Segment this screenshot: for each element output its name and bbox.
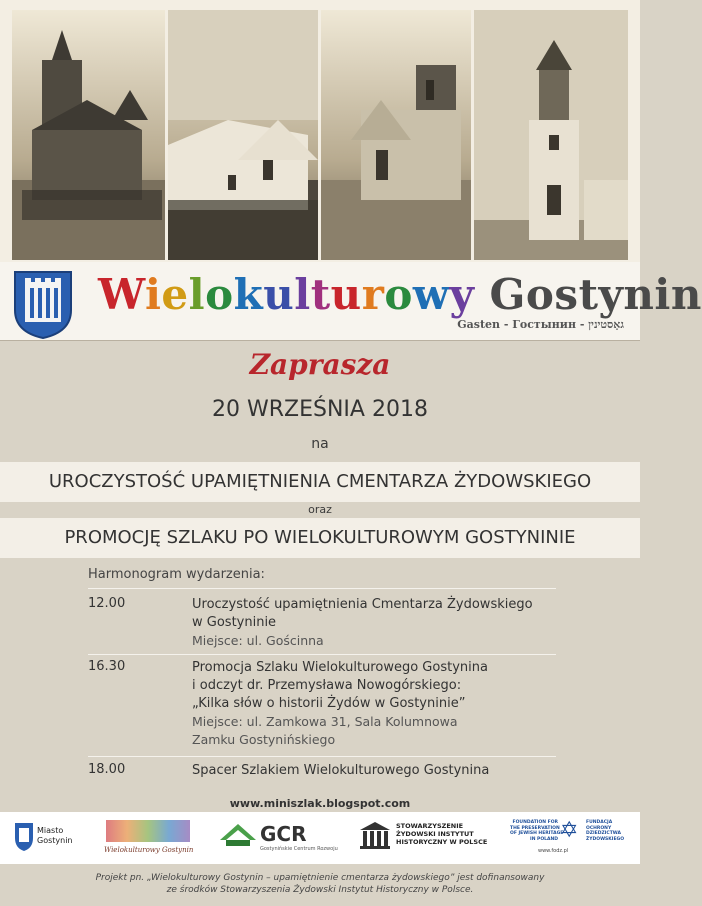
schedule-time: 16.30 xyxy=(88,659,126,674)
miasto-gostynin-logo xyxy=(14,818,84,858)
schedule-heading: Harmonogram wydarzenia: xyxy=(88,567,265,582)
event1-band xyxy=(0,462,640,502)
schedule-place: Miejsce: ul. Zamkowa 31, Sala Kolumnowa xyxy=(192,714,458,729)
building-icon xyxy=(360,820,390,850)
title-letter: l xyxy=(294,270,311,319)
title-letter: w xyxy=(412,270,450,319)
wielokulturowy-logo xyxy=(104,818,194,858)
handshake-icon xyxy=(220,822,256,848)
invite-text: Zaprasza xyxy=(249,348,391,381)
title-letter: r xyxy=(361,270,385,319)
buildings-icon xyxy=(106,820,190,842)
fodz-logo xyxy=(510,818,630,858)
crest-icon xyxy=(14,822,34,852)
title-subtitle: Gasten - Гостынин - גאָסטינין xyxy=(457,318,624,331)
wielo-label: Wielokulturowy Gostynin xyxy=(104,846,194,854)
title-letter: l xyxy=(188,270,206,319)
gostynin-crest-icon xyxy=(13,270,73,340)
schedule-line: Uroczystość upamiętnienia Cmentarza Żydowskiego xyxy=(192,597,533,612)
event2-band xyxy=(0,518,640,558)
star-icon: ✡ xyxy=(560,818,579,843)
event2-title: PROMOCJĘ SZLAKU PO WIELOKULTUROWYM GOSTYNINIE xyxy=(64,527,576,548)
schedule-place: Miejsce: ul. Gościnna xyxy=(192,633,324,648)
zih-label: STOWARZYSZENIE ŻYDOWSKI INSTYTUT HISTORYCZNY W POLSCE xyxy=(396,822,488,846)
title-letter: k xyxy=(233,270,264,319)
schedule-desc xyxy=(192,596,562,650)
page-title xyxy=(98,270,702,319)
title-letter: i xyxy=(144,270,162,319)
gcr-label: GCR xyxy=(260,822,307,846)
schedule-desc xyxy=(192,659,562,749)
divider xyxy=(88,654,556,655)
title-letter: t xyxy=(310,270,331,319)
event1-title: UROCZYSTOŚĆ UPAMIĘTNIENIA CMENTARZA ŻYDOWSKIEGO xyxy=(48,471,592,492)
photo-church-1 xyxy=(12,10,165,260)
zih-logo xyxy=(360,818,490,858)
schedule-place: Zamku Gostynińskiego xyxy=(192,732,336,747)
divider xyxy=(88,588,556,589)
fodz-url: www.fodz.pl xyxy=(538,848,569,854)
fodz-left-label: FOUNDATION FOR THE PRESERVATION OF JEWISH HERITAGE IN POLAND xyxy=(510,820,564,842)
oraz-text: oraz xyxy=(308,503,332,516)
title-letter: Gostynin xyxy=(474,270,702,319)
title-letter: e xyxy=(161,270,189,319)
schedule-line: Spacer Szlakiem Wielokulturowego Gostynina xyxy=(192,763,490,778)
schedule-desc xyxy=(192,762,562,780)
partner-logos xyxy=(0,812,640,864)
schedule-time: 12.00 xyxy=(88,596,126,611)
title-letter: o xyxy=(384,270,413,319)
website-link[interactable]: www.miniszlak.blogspot.com xyxy=(229,797,411,810)
schedule-line: Promocja Szlaku Wielokulturowego Gostynina xyxy=(192,660,488,675)
funding-line: Projekt pn. „Wielokulturowy Gostynin – upamiętnienie cmentarza żydowskiego” jest dofinansowany xyxy=(95,873,545,883)
divider xyxy=(88,756,556,757)
title-letter: u xyxy=(263,270,295,319)
schedule-line: „Kilka słów o historii Żydów w Gostyninie” xyxy=(192,696,466,711)
photo-synagogue xyxy=(168,10,318,260)
historic-photos xyxy=(0,0,640,262)
funding-note xyxy=(0,872,640,896)
fodz-right-label: FUNDACJA OCHRONY DZIEDZICTWA ŻYDOWSKIEGO xyxy=(586,820,625,842)
title-letter: u xyxy=(330,270,362,319)
title-letter: y xyxy=(449,270,475,319)
photo-church-2 xyxy=(321,10,471,260)
event-date: 20 WRZEŚNIA 2018 xyxy=(212,397,428,422)
na-text: na xyxy=(311,436,329,452)
gcr-sublabel: Gostynińskie Centrum Rozwoju xyxy=(260,846,338,852)
schedule-line: i odczyt dr. Przemysława Nowogórskiego: xyxy=(192,678,462,693)
gcr-logo xyxy=(220,818,338,858)
funding-line: ze środków Stowarzyszenia Żydowski Instytut Historyczny w Polsce. xyxy=(166,885,474,895)
title-letter: W xyxy=(98,270,145,319)
photo-tower xyxy=(474,10,628,260)
schedule-line: w Gostyninie xyxy=(192,615,277,630)
miasto-label: Miasto Gostynin xyxy=(37,826,73,845)
title-letter: o xyxy=(205,270,234,319)
schedule-time: 18.00 xyxy=(88,762,126,777)
